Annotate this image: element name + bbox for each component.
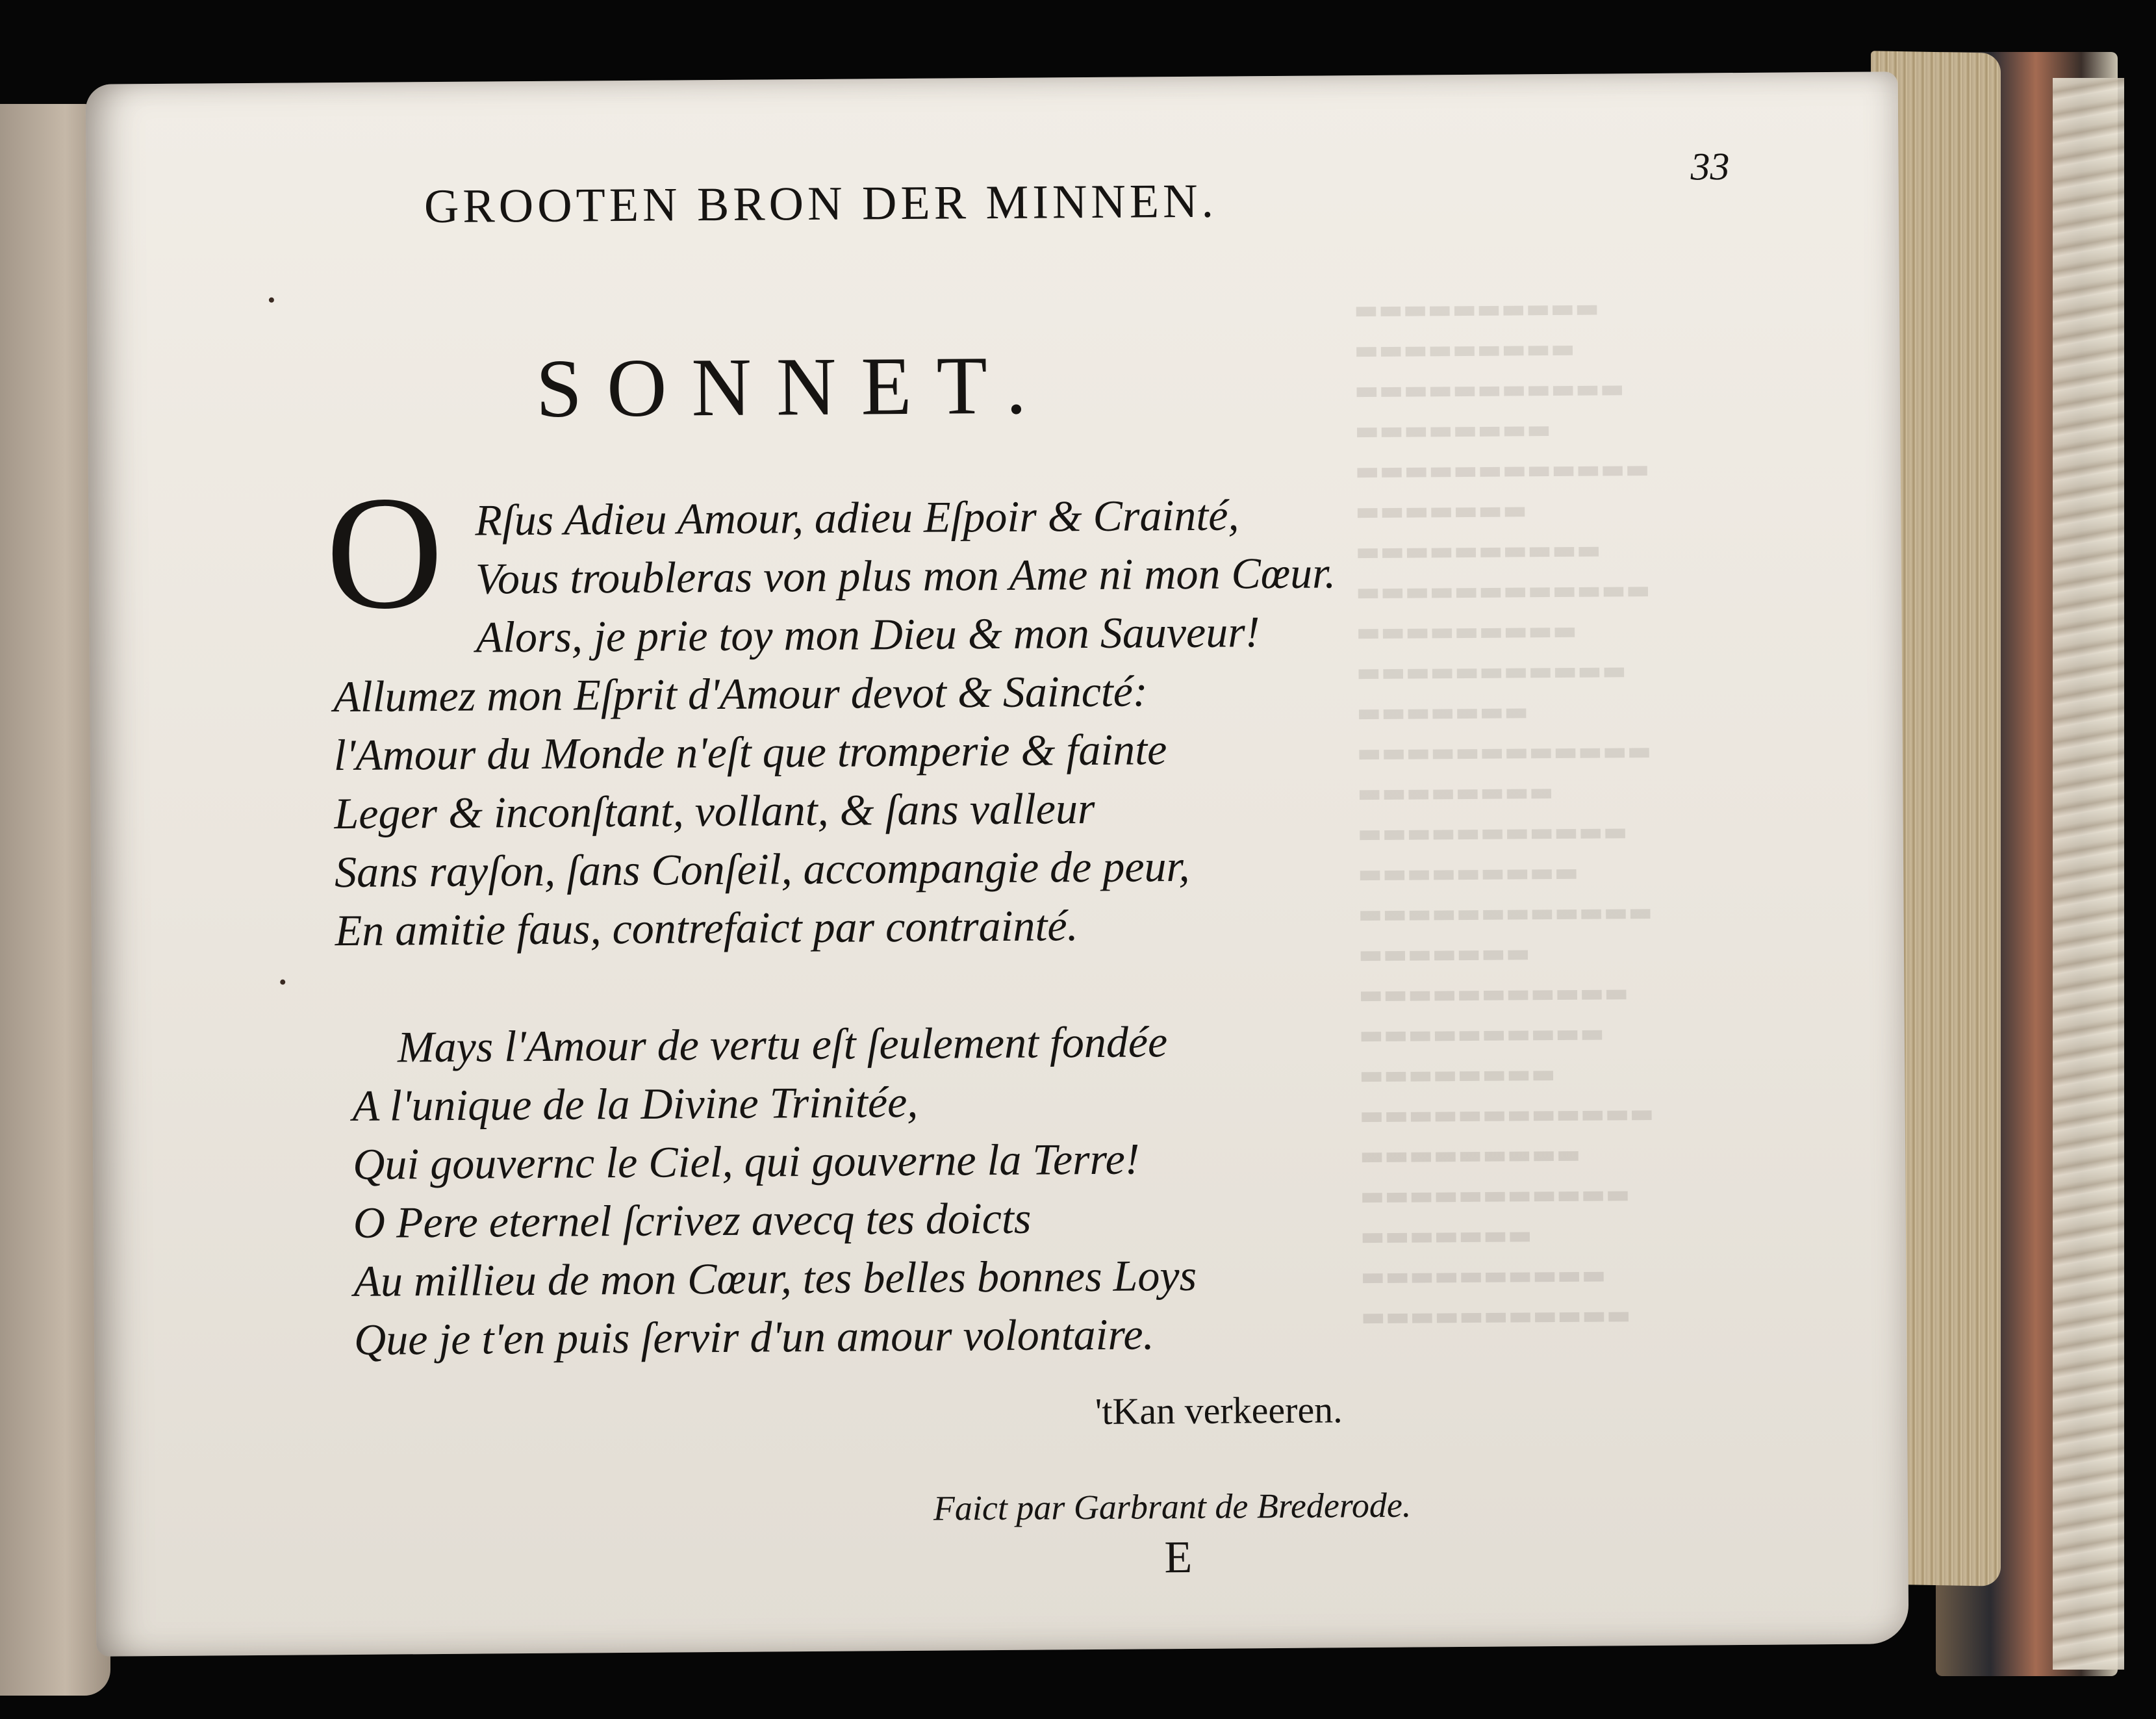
verse-line: Mays l'Amour de vertu eſt ſeulement fondée — [397, 1017, 1168, 1072]
book-page — [86, 71, 1909, 1656]
ink-speck — [269, 298, 274, 303]
page-content — [86, 71, 1909, 1656]
show-through: ▬▬▬▬▬▬▬▬▬▬ ▬▬▬▬▬▬▬▬▬ ▬▬▬▬▬▬▬▬▬▬▬ ▬▬▬▬▬▬▬▬ ▬▬▬▬▬▬▬▬▬▬▬▬ ▬▬▬▬▬▬▬ ▬▬▬▬▬▬▬▬▬▬ ▬▬▬▬▬▬▬▬▬▬▬▬ ▬▬▬▬▬▬▬▬▬ ▬▬▬▬▬▬▬▬▬▬▬ ▬▬▬▬▬▬▬ ▬▬▬▬▬▬▬▬▬▬▬▬ ▬▬▬▬▬▬▬▬ ▬▬▬▬▬▬▬▬▬▬▬ ▬▬▬▬▬▬▬▬▬ ▬▬▬▬▬▬▬▬▬▬▬▬ ▬▬▬▬▬▬▬ ▬▬▬▬▬▬▬▬▬▬▬ ▬▬▬▬▬▬▬▬▬▬ ▬▬▬▬▬▬▬▬ ▬▬▬▬▬▬▬▬▬▬▬▬ ▬▬▬▬▬▬▬▬▬ ▬▬▬▬▬▬▬▬▬▬▬ ▬▬▬▬▬▬▬ ▬▬▬▬▬▬▬▬▬▬ ▬▬▬▬▬▬▬▬▬▬▬ — [1353, 293, 1655, 1332]
drop-cap: O — [325, 462, 444, 644]
verse-line: Vous troubleras von plus mon Ame ni mon Cœur. — [475, 548, 1336, 604]
verse-line: Allumez mon Eſprit d'Amour devot & Saincté: — [333, 666, 1148, 722]
marbled-board — [2053, 78, 2124, 1670]
verse-line: En amitie faus, contrefaict par contrainté. — [335, 900, 1078, 956]
verse-line: Sans rayſon, ſans Conſeil, accompangie de peur, — [334, 841, 1190, 897]
poem-title: SONNET. — [535, 338, 1052, 435]
verse-line: l'Amour du Monde n'eſt que tromperie & fainte — [333, 724, 1167, 780]
running-head: GROOTEN BRON DER MINNEN. — [424, 174, 1218, 234]
verse-line: Au millieu de mon Cœur, tes belles bonnes Loys — [353, 1250, 1197, 1306]
verse-line: Leger & inconſtant, vollant, & ſans valleur — [334, 783, 1095, 839]
motto: 'tKan verkeeren. — [1095, 1388, 1343, 1433]
ornament-glyph: E — [1164, 1532, 1193, 1583]
verse-line: Que je t'en puis ſervir d'un amour volontaire. — [353, 1309, 1154, 1364]
verse-line: Alors, je prie toy mon Dieu & mon Sauveur! — [476, 607, 1260, 662]
verse-line: O Pere eternel ſcrivez avecq tes doicts — [353, 1193, 1032, 1247]
author-credit: Faict par Garbrant de Brederode. — [933, 1485, 1412, 1528]
verse-line: Qui gouvernc le Ciel, qui gouverne la Terre! — [352, 1134, 1140, 1189]
verse-line: A l'unique de la Divine Trinitée, — [352, 1076, 919, 1130]
ink-speck — [280, 980, 285, 985]
verse-line: Rſus Adieu Amour, adieu Eſpoir & Crainté, — [475, 490, 1239, 545]
page-number: 33 — [1690, 145, 1730, 188]
